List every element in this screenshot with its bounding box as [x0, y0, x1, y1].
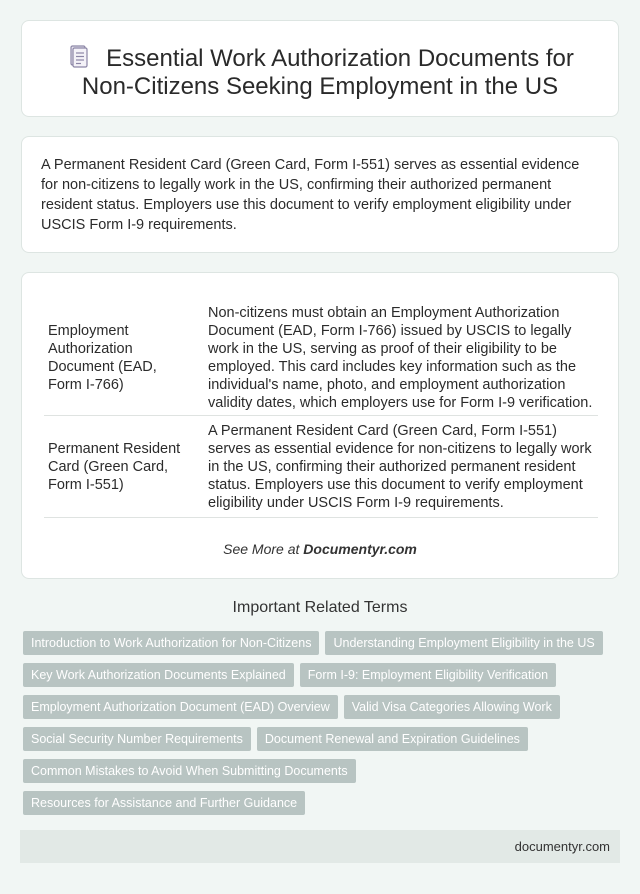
documents-table-card	[21, 272, 619, 579]
see-more-site[interactable]: Documentyr.com	[303, 541, 417, 557]
footer	[20, 830, 620, 863]
related-term-tag[interactable]: Introduction to Work Authorization for Non-Citizens	[23, 631, 319, 655]
document-name: Permanent Resident Card (Green Card, Form I-551)	[48, 440, 181, 493]
table-row	[44, 301, 598, 416]
title-card	[21, 20, 619, 117]
see-more-prefix: See More at	[223, 541, 304, 557]
related-term-tag[interactable]: Valid Visa Categories Allowing Work	[344, 695, 560, 719]
summary-card	[21, 136, 619, 253]
table-row	[44, 416, 598, 518]
footer-domain[interactable]: documentyr.com	[514, 839, 610, 854]
document-name: Employment Authorization Document (EAD, Form I-766)	[48, 323, 157, 393]
related-term-tag[interactable]: Resources for Assistance and Further Guidance	[23, 791, 305, 815]
related-term-tag[interactable]: Key Work Authorization Documents Explained	[23, 663, 294, 687]
summary-text: A Permanent Resident Card (Green Card, Form I-551) serves as essential evidence for non-citizens to legally work in the US, confirming their authorized permanent resident status. Employers use this document to verify employment eligibility under USCIS Form I-9 requirements.	[41, 157, 580, 233]
title-line-2: Non-Citizens Seeking Employment in the US	[81, 73, 559, 100]
document-icon	[66, 43, 92, 69]
page-title	[22, 43, 618, 101]
related-term-tag[interactable]: Social Security Number Requirements	[23, 727, 251, 751]
related-term-tag[interactable]: Common Mistakes to Avoid When Submitting Documents	[23, 759, 356, 783]
related-term-tag[interactable]: Form I-9: Employment Eligibility Verification	[300, 663, 556, 687]
see-more-link[interactable]	[22, 541, 618, 557]
related-terms-list	[23, 631, 613, 815]
document-description: A Permanent Resident Card (Green Card, Form I-551) serves as essential evidence for non-citizens to legally work in the US, confirming their authorized permanent resident status. Employers use this document to verify employment eligibility under USCIS Form I-9 requirements.	[208, 422, 592, 511]
related-term-tag[interactable]: Document Renewal and Expiration Guidelines	[257, 727, 528, 751]
document-description: Non-citizens must obtain an Employment Authorization Document (EAD, Form I-766) issued by USCIS to legally work in the US, serving as proof of their eligibility to be employed. This card includes key information such as the individual's name, photo, and employment authorization validity dates, which employers use for Form I-9 verification.	[208, 305, 593, 411]
related-term-tag[interactable]: Understanding Employment Eligibility in the US	[325, 631, 602, 655]
title-line-1: Essential Work Authorization Documents for	[106, 45, 574, 72]
related-term-tag[interactable]: Employment Authorization Document (EAD) Overview	[23, 695, 338, 719]
related-terms-title: Important Related Terms	[232, 599, 408, 616]
